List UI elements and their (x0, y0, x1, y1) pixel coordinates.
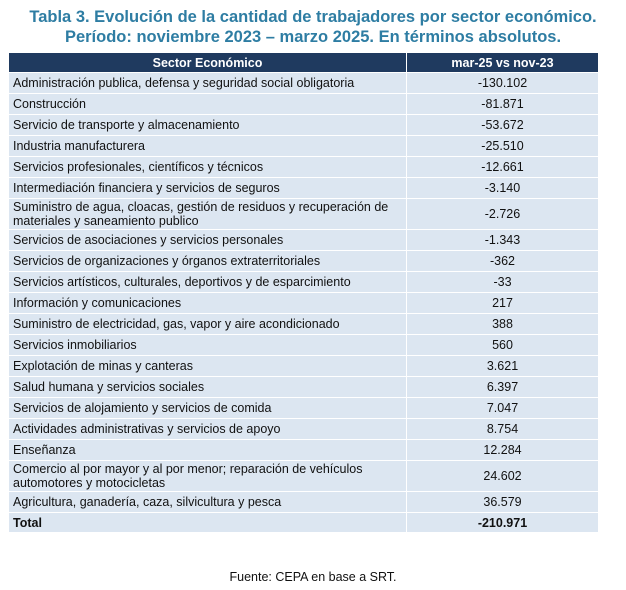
value-cell: -33 (407, 272, 599, 293)
sector-cell: Intermediación financiera y servicios de seguros (9, 178, 407, 199)
sector-cell: Servicios de organizaciones y órganos extraterritoriales (9, 251, 407, 272)
value-cell: 6.397 (407, 377, 599, 398)
header-sector: Sector Económico (9, 53, 407, 73)
sector-cell: Enseñanza (9, 440, 407, 461)
value-cell: 8.754 (407, 419, 599, 440)
total-row (9, 513, 599, 533)
title-line-1: Tabla 3. Evolución de la cantidad de trabajadores por sector económico. (29, 8, 597, 26)
sector-cell: Explotación de minas y canteras (9, 356, 407, 377)
sector-cell: Comercio al por mayor y al por menor; reparación de vehículos automotores y motocicletas (9, 461, 407, 492)
header-row (9, 53, 599, 73)
value-cell: -12.661 (407, 157, 599, 178)
table-row (9, 230, 599, 251)
table-row (9, 157, 599, 178)
table-row (9, 492, 599, 513)
table-title (0, 7, 626, 47)
sector-cell: Administración publica, defensa y seguridad social obligatoria (9, 73, 407, 94)
value-cell: -2.726 (407, 199, 599, 230)
table-row (9, 335, 599, 356)
total-value: -210.971 (407, 513, 599, 533)
table-row (9, 461, 599, 492)
table-row (9, 356, 599, 377)
table-row (9, 440, 599, 461)
value-cell: 7.047 (407, 398, 599, 419)
value-cell: 24.602 (407, 461, 599, 492)
table-row (9, 419, 599, 440)
value-cell: 36.579 (407, 492, 599, 513)
sector-cell: Actividades administrativas y servicios de apoyo (9, 419, 407, 440)
value-cell: 560 (407, 335, 599, 356)
sector-cell: Servicios de alojamiento y servicios de comida (9, 398, 407, 419)
table-row (9, 115, 599, 136)
value-cell: 12.284 (407, 440, 599, 461)
table-row (9, 251, 599, 272)
table-row (9, 73, 599, 94)
value-cell: 3.621 (407, 356, 599, 377)
title-line-2: Período: noviembre 2023 – marzo 2025. En términos absolutos. (64, 28, 562, 46)
value-cell: -25.510 (407, 136, 599, 157)
total-label: Total (9, 513, 407, 533)
sector-cell: Servicios de asociaciones y servicios personales (9, 230, 407, 251)
sector-cell: Servicios artísticos, culturales, deportivos y de esparcimiento (9, 272, 407, 293)
table-row (9, 178, 599, 199)
sector-cell: Servicios inmobiliarios (9, 335, 407, 356)
sector-cell: Servicio de transporte y almacenamiento (9, 115, 407, 136)
value-cell: -362 (407, 251, 599, 272)
header-change: mar-25 vs nov-23 (407, 53, 599, 73)
table-row (9, 377, 599, 398)
value-cell: -130.102 (407, 73, 599, 94)
sector-cell: Industria manufacturera (9, 136, 407, 157)
table-row (9, 314, 599, 335)
value-cell: -3.140 (407, 178, 599, 199)
source-note: Fuente: CEPA en base a SRT. (229, 570, 397, 584)
value-cell: -81.871 (407, 94, 599, 115)
data-table (8, 52, 599, 533)
sector-cell: Suministro de agua, cloacas, gestión de residuos y recuperación de materiales y saneamiento publico (9, 199, 407, 230)
value-cell: -1.343 (407, 230, 599, 251)
sector-cell: Agricultura, ganadería, caza, silvicultura y pesca (9, 492, 407, 513)
table-row (9, 398, 599, 419)
value-cell: 217 (407, 293, 599, 314)
sector-cell: Salud humana y servicios sociales (9, 377, 407, 398)
sector-cell: Servicios profesionales, científicos y técnicos (9, 157, 407, 178)
table-row (9, 94, 599, 115)
table-row (9, 293, 599, 314)
sector-cell: Construcción (9, 94, 407, 115)
sector-cell: Suministro de electricidad, gas, vapor y aire acondicionado (9, 314, 407, 335)
sector-cell: Información y comunicaciones (9, 293, 407, 314)
table-row (9, 272, 599, 293)
value-cell: -53.672 (407, 115, 599, 136)
table-row (9, 136, 599, 157)
value-cell: 388 (407, 314, 599, 335)
table-row (9, 199, 599, 230)
